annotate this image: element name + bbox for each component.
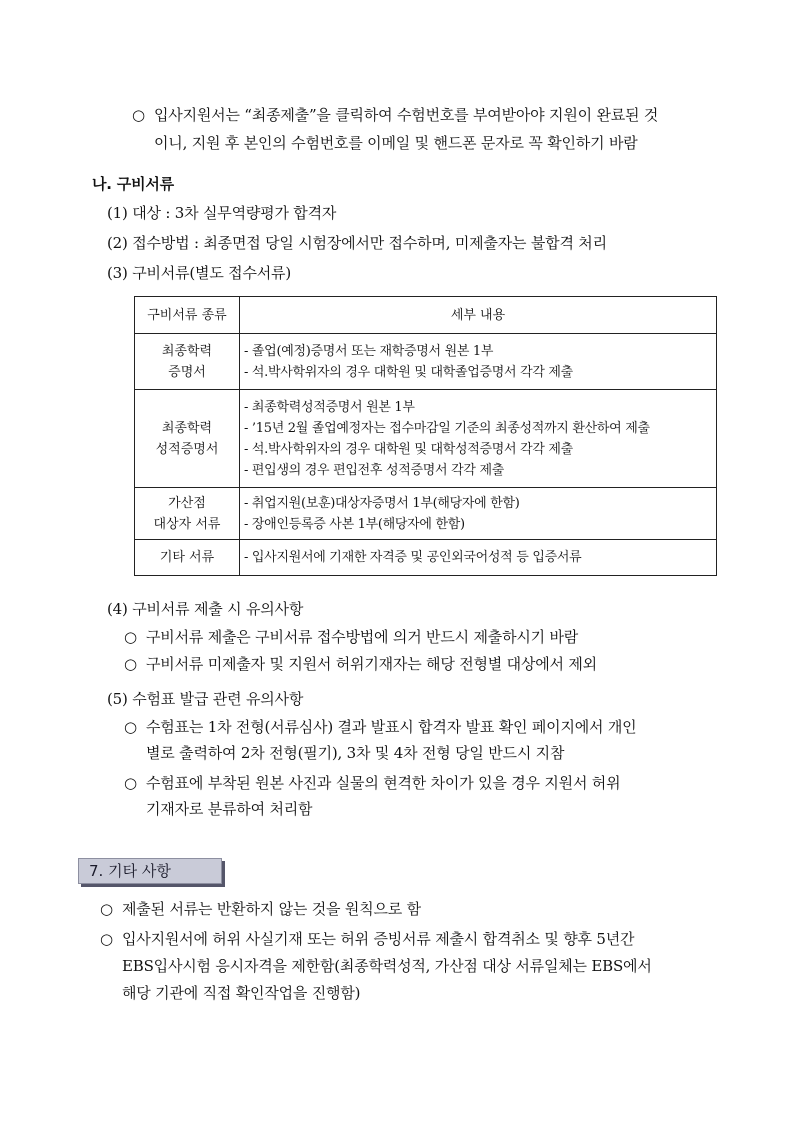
section-na-title: 나. 구비서류 xyxy=(92,175,174,193)
notes-5-title: (5) 수험표 발급 관련 유의사항 xyxy=(107,690,304,708)
section-7-bullet-1: ○ 제출된 서류는 반환하지 않는 것을 원칙으로 함 xyxy=(100,900,421,918)
table-row xyxy=(135,334,717,390)
table-cell-category: 기타 서류 xyxy=(135,540,240,576)
table-cell-details: - 최종학력성적증명서 원본 1부 - ’15년 2월 졸업예정자는 접수마감일 기준의 최종성적까지 환산하여 제출 - 석.박사학위자의 경우 대학원 및 대학성적증명서 각각 제출 - 편입생의 경우 편입전후 성적증명서 각각 제출 xyxy=(240,390,717,488)
circle-bullet-icon: ○ xyxy=(132,106,145,124)
section-7-bullet-2-cont-2: 해당 기관에 직접 확인작업을 진행함) xyxy=(122,984,361,1002)
circle-bullet-icon: ○ xyxy=(100,900,113,918)
circle-bullet-icon: ○ xyxy=(124,628,137,646)
section-7-title: 7. 기타 사항 xyxy=(89,862,171,880)
section-na-item-1: (1) 대상 : 3차 실무역량평가 합격자 xyxy=(107,204,337,222)
notes-5-bullet-2: ○ 수험표에 부착된 원본 사진과 실물의 현격한 차이가 있을 경우 지원서 허위 xyxy=(124,774,621,792)
table-cell-category: 최종학력 증명서 xyxy=(135,334,240,390)
section-7-header xyxy=(78,858,222,884)
table-cell-details: - 입사지원서에 기재한 자격증 및 공인외국어성적 등 입증서류 xyxy=(240,540,717,576)
section-7-bullet-2: ○ 입사지원서에 허위 사실기재 또는 허위 증빙서류 제출시 합격취소 및 향후 5년간 xyxy=(100,930,635,948)
documents-table xyxy=(134,296,717,576)
section-7-bullet-2-cont-1: EBS입사시험 응시자격을 제한함(최종학력성적, 가산점 대상 서류일체는 EBS에서 xyxy=(122,957,652,975)
circle-bullet-icon: ○ xyxy=(124,655,137,673)
table-row xyxy=(135,488,717,540)
notes-4-title: (4) 구비서류 제출 시 유의사항 xyxy=(107,600,304,618)
notes-4-bullet-1: ○ 구비서류 제출은 구비서류 접수방법에 의거 반드시 제출하시기 바람 xyxy=(124,628,579,646)
intro-line-1: ○ 입사지원서는 “최종제출”을 클릭하여 수험번호를 부여받아야 지원이 완료된 것 xyxy=(132,106,659,124)
table-row xyxy=(135,540,717,576)
notes-5-bullet-2-cont: 기재자로 분류하여 처리함 xyxy=(146,800,313,818)
table-header-row xyxy=(135,297,717,334)
intro-line-2: 이니, 지원 후 본인의 수험번호를 이메일 및 핸드폰 문자로 꼭 확인하기 바람 xyxy=(154,134,638,152)
section-na-item-2: (2) 접수방법 : 최종면접 당일 시험장에서만 접수하며, 미제출자는 불합격 처리 xyxy=(107,234,607,252)
notes-5-bullet-1-cont: 별로 출력하여 2차 전형(필기), 3차 및 4차 전형 당일 반드시 지참 xyxy=(146,744,565,762)
table-header-details: 세부 내용 xyxy=(240,297,717,334)
circle-bullet-icon: ○ xyxy=(124,774,137,792)
table-cell-details: - 졸업(예정)증명서 또는 재학증명서 원본 1부 - 석.박사학위자의 경우 대학원 및 대학졸업증명서 각각 제출 xyxy=(240,334,717,390)
table-cell-details: - 취업지원(보훈)대상자증명서 1부(해당자에 한함) - 장애인등록증 사본 1부(해당자에 한함) xyxy=(240,488,717,540)
table-cell-category: 가산점 대상자 서류 xyxy=(135,488,240,540)
circle-bullet-icon: ○ xyxy=(100,930,113,948)
notes-5-bullet-1: ○ 수험표는 1차 전형(서류심사) 결과 발표시 합격자 발표 확인 페이지에서 개인 xyxy=(124,718,637,736)
circle-bullet-icon: ○ xyxy=(124,718,137,736)
notes-4-bullet-2: ○ 구비서류 미제출자 및 지원서 허위기재자는 해당 전형별 대상에서 제외 xyxy=(124,655,597,673)
section-na-item-3: (3) 구비서류(별도 접수서류) xyxy=(107,264,291,282)
table-cell-category: 최종학력 성적증명서 xyxy=(135,390,240,488)
table-row xyxy=(135,390,717,488)
table-header-category: 구비서류 종류 xyxy=(135,297,240,334)
